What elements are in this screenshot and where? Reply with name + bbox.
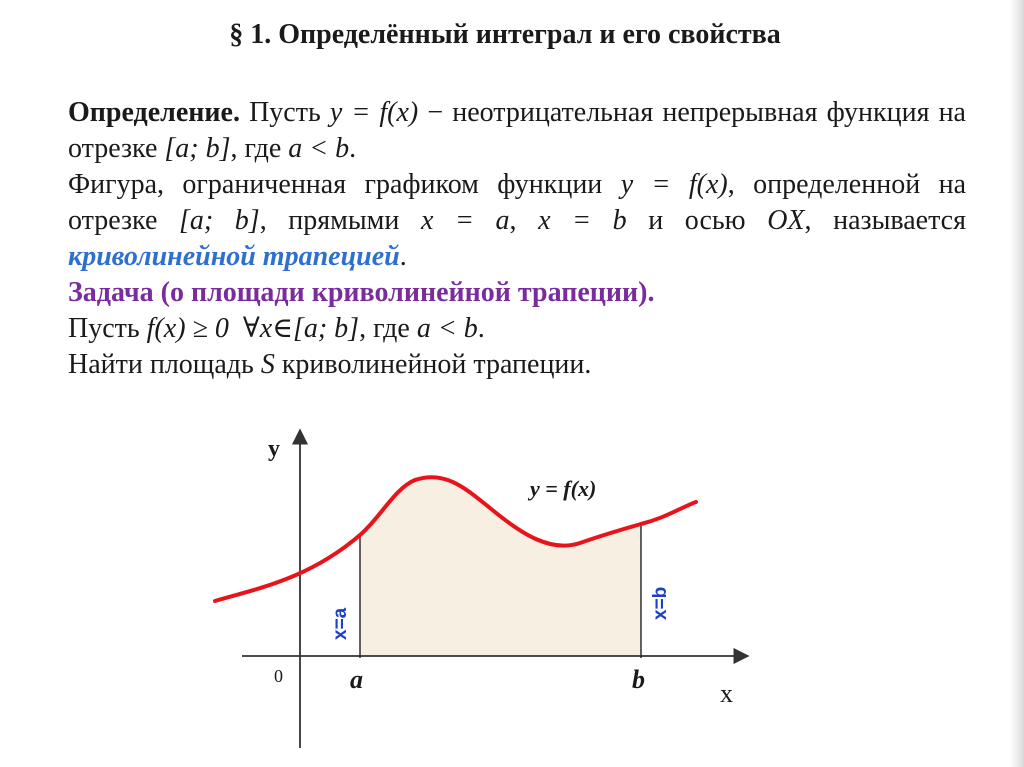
- body-text: [68, 95, 966, 383]
- line-a-formula: x = a: [420, 205, 510, 236]
- text-fragment: , называется: [804, 205, 966, 236]
- page-title: § 1. Определённый интеграл и его свойства: [229, 19, 781, 50]
- page-edge-shadow: [1010, 0, 1024, 767]
- axis-name: OX: [767, 205, 805, 236]
- text-fragment: .: [399, 241, 407, 272]
- function-formula: y = f(x): [620, 169, 728, 200]
- text-fragment: [229, 313, 243, 344]
- curvilinear-trapezoid-figure: [200, 418, 760, 748]
- curve-label: y = f(x): [530, 476, 597, 501]
- text-fragment: .: [477, 313, 485, 344]
- text-fragment: , прямыми: [259, 205, 421, 236]
- y-axis-label: y: [268, 436, 280, 462]
- definition-paragraph: [68, 95, 966, 167]
- text-fragment: Найти площадь: [68, 349, 261, 380]
- text-fragment: , где: [230, 133, 289, 164]
- text-fragment: , где: [359, 313, 417, 344]
- text-fragment: Пусть: [239, 97, 330, 128]
- text-fragment: , определенной на отрезке: [68, 169, 966, 236]
- segment-formula: [a; b]: [164, 133, 231, 164]
- text-fragment: криволинейной трапеции.: [274, 349, 592, 380]
- line-b-formula: x = b: [538, 205, 627, 236]
- point-b-label: b: [632, 665, 645, 694]
- text-fragment: ,: [509, 205, 539, 236]
- forall-formula: ∀x∈[a; b]: [242, 313, 360, 344]
- condition-formula: a < b: [288, 133, 350, 164]
- line-b-label: x=b: [650, 586, 671, 620]
- find-paragraph: [68, 347, 966, 383]
- definition-label: Определение.: [68, 97, 240, 128]
- text-fragment: − неотрицательная непрерывная функция на отрезке: [68, 97, 966, 164]
- origin-label: 0: [274, 666, 283, 686]
- graph-svg: [200, 418, 760, 748]
- task-heading: [68, 275, 966, 311]
- text-fragment: Фигура, ограниченная графиком функции: [68, 169, 621, 200]
- text-fragment: Пусть: [68, 313, 147, 344]
- text-fragment: и осью: [626, 205, 768, 236]
- key-term: криволинейной трапецией: [68, 241, 400, 272]
- point-a-label: a: [350, 665, 363, 694]
- area-symbol: S: [260, 349, 275, 380]
- condition-formula: a < b: [416, 313, 478, 344]
- task-label: Задача (о площади криволинейной трапеции).: [68, 277, 655, 308]
- figure-definition-paragraph: [68, 167, 966, 275]
- text-fragment: .: [349, 133, 357, 164]
- nonnegative-formula: f(x) ≥ 0: [146, 313, 229, 344]
- x-axis-label: x: [720, 679, 733, 708]
- function-formula: y = f(x): [329, 97, 419, 128]
- trapezoid-fill: [360, 477, 641, 656]
- segment-formula: [a; b]: [178, 205, 260, 236]
- condition-paragraph: [68, 311, 966, 347]
- line-a-label: x=a: [330, 607, 351, 640]
